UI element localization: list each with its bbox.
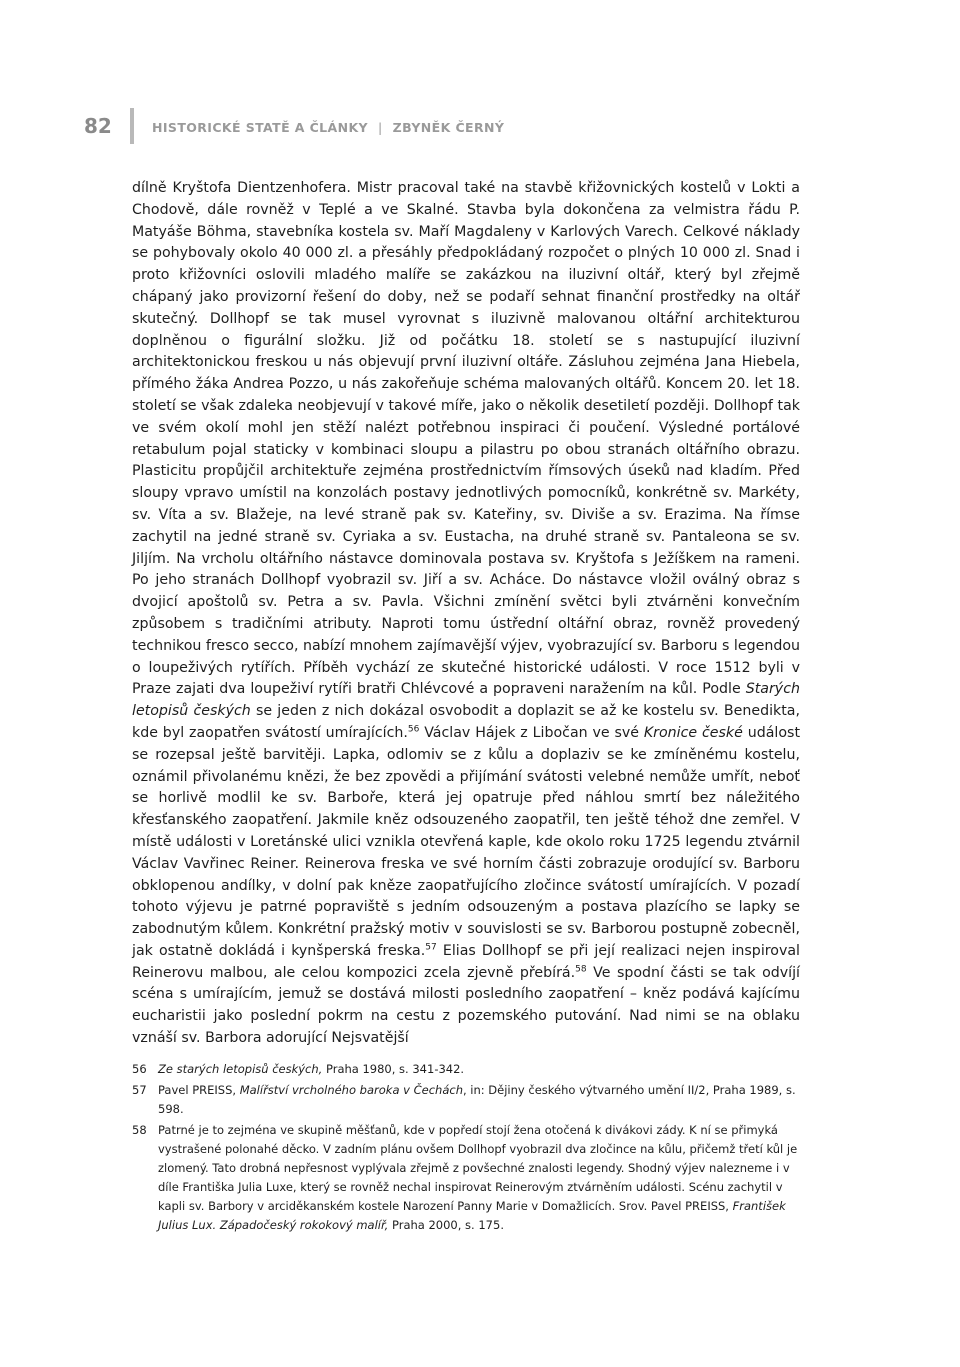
footnotes: [132, 1060, 800, 1237]
body-text: [132, 178, 800, 1050]
body-text-run: se jeden z nich dokázal osvobodit a doplazit se až ke kostelu sv. Benedikta, kde byl zaopatřen svátostí umírajících.: [132, 703, 800, 741]
section-title: HISTORICKÉ STATĚ A ČLÁNKY: [152, 120, 369, 135]
footnote-ref-58[interactable]: 58: [575, 963, 587, 974]
footnote-number: 56: [132, 1062, 147, 1076]
body-text-run: událost se rozepsal ještě barvitěji. Lapka, odlomiv se z kůlu a doplaziv se ke zmíněnému kostelu, oznámil přivolanému knězi, že bez zpovědi a přijímání svátosti velebné nemůže umřít, neboť se horlivě modlil ke sv. Barboře, která jej opatruje před náhlou smrtí bez náležitého křesťanského zaopatření. Jakmile kněz odsouzeného zaopatřil, ten ještě téhož dne zemřel. V místě události v Loretánské ulici vznikla otevřená kaple, kde okolo roku 1725 legendu ztvárnil Václav Vavřinec Reiner. Reinerova freska ve své horním části zobrazuje orodující sv. Barboru obklopenou andílky, v dolní pak kněze zaopatřujícího zločince svátostí umírajících. V pozadí tohoto výjevu je patrné popraviště s jedním odsouzeným a postava plazícího se lapky se zabodnutým kůlem. Konkrétní pražský motiv v souvislosti se sv. Barborou postupně zobecněl, jak ostatně dokládá i kynšperská freska.: [132, 724, 801, 959]
header-divider: [130, 108, 134, 144]
body-text-run: Václav Hájek z Libočan ve své: [419, 724, 644, 741]
body-text-run: Elias Dollhopf se při její realizaci nejen inspiroval Reinerovu malbou, ale celou kompozici zcela zjevně přebírá.: [132, 942, 800, 981]
footnote-italic: Malířství vrcholného baroka v Čechách: [239, 1083, 463, 1097]
author-name: ZBYNĚK ČERNÝ: [392, 120, 505, 135]
footnote-italic: Ze starých letopisů českých,: [158, 1062, 323, 1076]
footnote-ref-57[interactable]: 57: [425, 942, 437, 953]
footnote-text: Praha 1980, s. 341-342.: [322, 1062, 465, 1076]
footnote-number: 57: [132, 1083, 147, 1097]
footnote-ref-56[interactable]: 56: [407, 724, 420, 735]
body-italic-title: Starých letopisů českých: [132, 681, 800, 720]
header-separator: |: [378, 120, 383, 135]
footnote-text: , in: Dějiny českého výtvarného umění II/2, Praha 1989, s. 598.: [158, 1083, 796, 1116]
footnote-text: Pavel PREISS,: [158, 1083, 240, 1097]
running-head: [152, 120, 504, 135]
footnote-italic: František Julius Lux. Západočeský rokokový malíř,: [158, 1199, 786, 1232]
body-text-run: Ve spodní části se tak odvíjí scéna s umírajícím, jemuž se dostává milosti posledního zaopatření – kněz podává kajícímu eucharistii jako poslední pokrm na cestu z pozemského putování. Nad nimi se na oblaku vznáší sv. Barbora adorující Nejsvatější: [132, 964, 800, 1047]
page-number: 82: [84, 114, 112, 138]
footnote-57: [132, 1081, 800, 1119]
body-paragraph: [132, 178, 800, 1050]
footnote-58: [132, 1121, 800, 1235]
footnote-text: Praha 2000, s. 175.: [388, 1218, 504, 1232]
footnote-number: 58: [132, 1123, 147, 1137]
footnote-56: [132, 1060, 800, 1079]
body-italic-title: Kronice české: [643, 724, 743, 741]
body-text-run: dílně Kryštofa Dientzenhofera. Mistr pracoval také na stavbě křižovnických kostelů v Lokti a Chodově, dále rovněž v Teplé a ve Skalné. Stavba byla dokončena za velmistra řádu P. Matyáše Böhma, stavebníka kostela sv. Maří Magdaleny v Karlových Varech. Celkové náklady se pohybovaly okolo 40 000 zl. a přesáhly předpokládaný rozpočet o plných 10 000 zl. Snad i proto křižovníci oslovili mladého malíře se zakázkou na iluzivní oltář, který byl zřejmě chápaný jako provizorní řešení do doby, než se podaří sehnat finanční prostředky na oltář skutečný. Dollhopf se tak musel vyrovnat s iluzivně malovanou oltářní architekturou doplněnou o figurální složku. Již od počátku 18. století se s nastupující iluzivní architektonickou freskou u nás objevují první iluzivní oltáře. Zásluhou zejména Jana Hiebela, přímého žáka Andrea Pozzo, u nás zakořeňuje schéma malovaných oltářů. Koncem 20. let 18. století se však zdaleka neobjevují v takové míře, jako o několik desetiletí později. Dollhopf tak ve svém okolí mohl jen stěží nalézt potřebnou inspiraci či poučení. Výsledné portálové retabulum pojal staticky v kombinaci sloupu a pilastru po obou stranách oltářního obrazu. Plasticitu propůjčil architektuře zejména prostřednictvím římsových úseků nad kladím. Před sloupy vpravo umístil na konzolách postavy jednotlivých pomocníků, konkrétně sv. Markéty, sv. Víta a sv. Blažeje, na levé straně pak sv. Kateřiny, sv. Diviše a sv. Erazima. Na římse zachytil na jedné straně sv. Cyriaka a sv. Eustacha, na druhé straně sv. Pantaleona se sv. Jiljím. Na vrcholu oltářního nástavce dominovala postava sv. Kryštofa s Ježíškem na rameni. Po jeho stranách Dollhopf vyobrazil sv. Jiří a sv. Acháce. Do nástavce vložil oválný obraz s dvojicí apoštolů sv. Petra a sv. Pavla. Všichni zmínění světci byli ztvárněni konvečním způsobem s tradičními atributy. Naproti tomu ústřední oltářní obraz, rovněž provedený technikou fresco secco, nabízí mnohem zajímavější výjev, vyobrazující sv. Barboru s legendou o loupeživých rytířích. Příběh vychází ze skutečné historické události. V roce 1512 byli v Praze zajati dva loupeživí rytíři bratři Chlévcové a popraveni naražením na kůl. Podle: [132, 180, 800, 698]
footnote-text: Patrné je to zejména ve skupině měšťanů, kde v popředí stojí žena otočená k divákovi zády. K ní se přimyká vystrašené polonahé děcko. V zadním plánu ovšem Dollhopf vyobrazil dva zločince na kůlu, přičemž třetí kůl je zlomený. Tato drobná nepřesnost vyplývala zřejmě z povšechné znalosti legendy. Shodný výjev nalezneme i v díle Františka Julia Luxe, který se rovněž nechal inspirovat Reinerovým ztvárněním události. Scénu zachytil v kapli sv. Barbory v arciděkanském kostele Narození Panny Marie v Domažlicích. Srov. Pavel PREISS,: [158, 1123, 798, 1213]
